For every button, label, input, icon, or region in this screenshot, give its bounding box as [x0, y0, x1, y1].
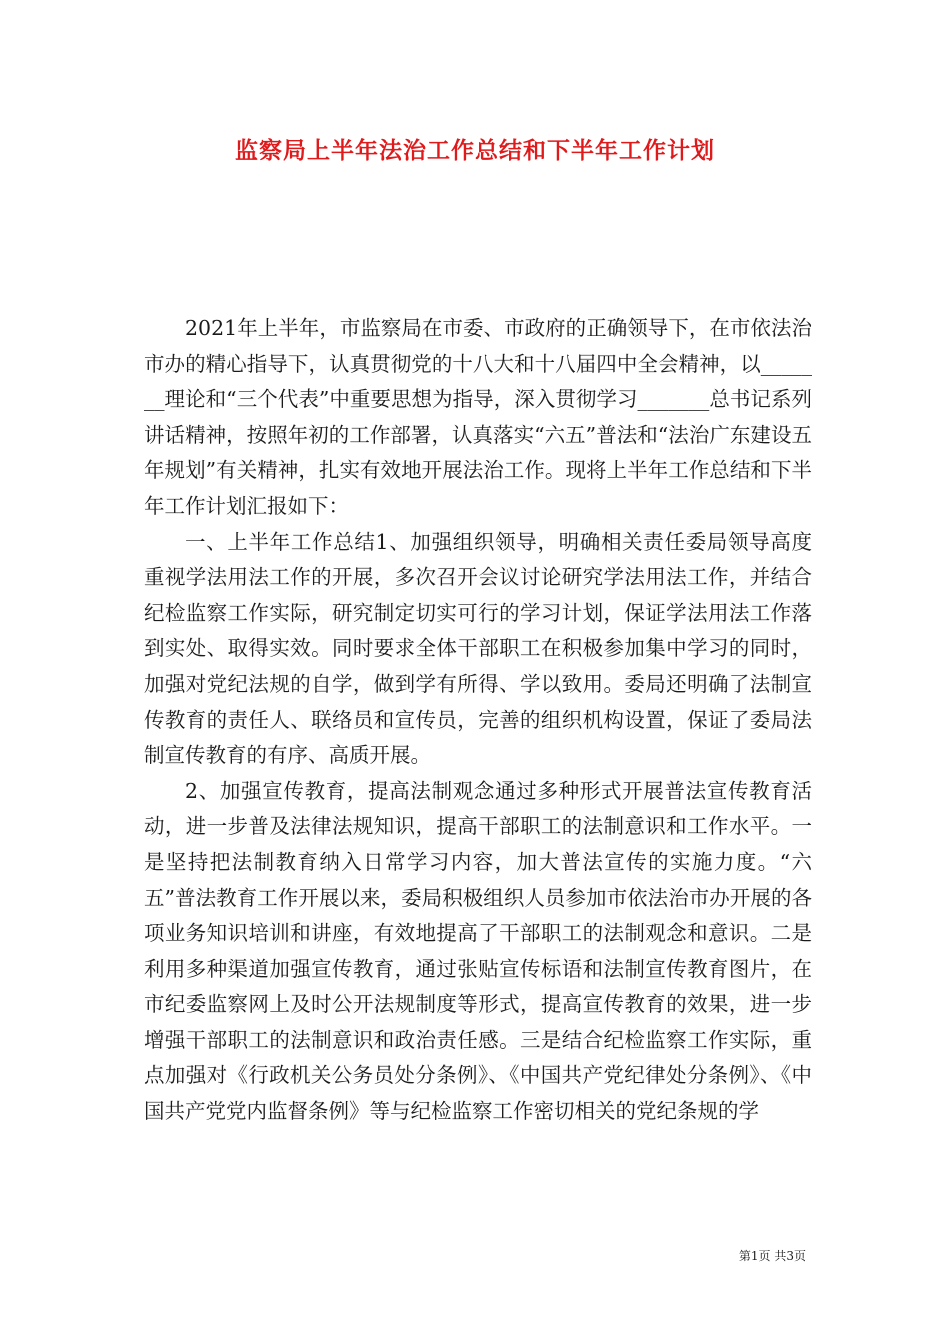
paragraph-intro: 2021年上半年，市监察局在市委、市政府的正确领导下，在市依法治市办的精心指导下，认真贯彻党的十八大和十八届四中全会精神，以_______理论和“三个代表”中重要思想为指导，深入贯彻学习_______总书记系列讲话精神，按照年初的工作部署，认真落实“六五”普法和“法治广东建设五年规划”有关精神，扎实有效地开展法治工作。现将上半年工作总结和下半年工作计划汇报如下：	[144, 316, 812, 518]
document-title: 监察局上半年法治工作总结和下半年工作计划	[235, 137, 715, 164]
document-body	[144, 311, 812, 1130]
paragraph-section-2: 2、加强宣传教育，提高法制观念通过多种形式开展普法宣传教育活动，进一步普及法律法规知识，提高干部职工的法制意识和工作水平。一是坚持把法制教育纳入日常学习内容，加大普法宣传的实施力度。“六五”普法教育工作开展以来，委局积极组织人员参加市依法治市办开展的各项业务知识培训和讲座，有效地提高了干部职工的法制观念和意识。二是利用多种渠道加强宣传教育，通过张贴宣传标语和法制宣传教育图片，在市纪委监察网上及时公开法规制度等形式，提高宣传教育的效果，进一步增强干部职工的法制意识和政治责任感。三是结合纪检监察工作实际，重点加强对《行政机关公务员处分条例》、《中国共产党纪律处分条例》、《中国共产党党内监督条例》等与纪检监察工作密切相关的党纪条规的学	[144, 778, 812, 1124]
page-number: 第1页 共3页	[738, 1249, 806, 1263]
paragraph-section-1: 一、上半年工作总结1、加强组织领导，明确相关责任委局领导高度重视学法用法工作的开展，多次召开会议讨论研究学法用法工作，并结合纪检监察工作实际，研究制定切实可行的学习计划，保证学法用法工作落到实处、取得实效。同时要求全体干部职工在积极参加集中学习的同时，加强对党纪法规的自学，做到学有所得、学以致用。委局还明确了法制宣传教育的责任人、联络员和宣传员，完善的组织机构设置，保证了委局法制宣传教育的有序、高质开展。	[144, 529, 812, 768]
